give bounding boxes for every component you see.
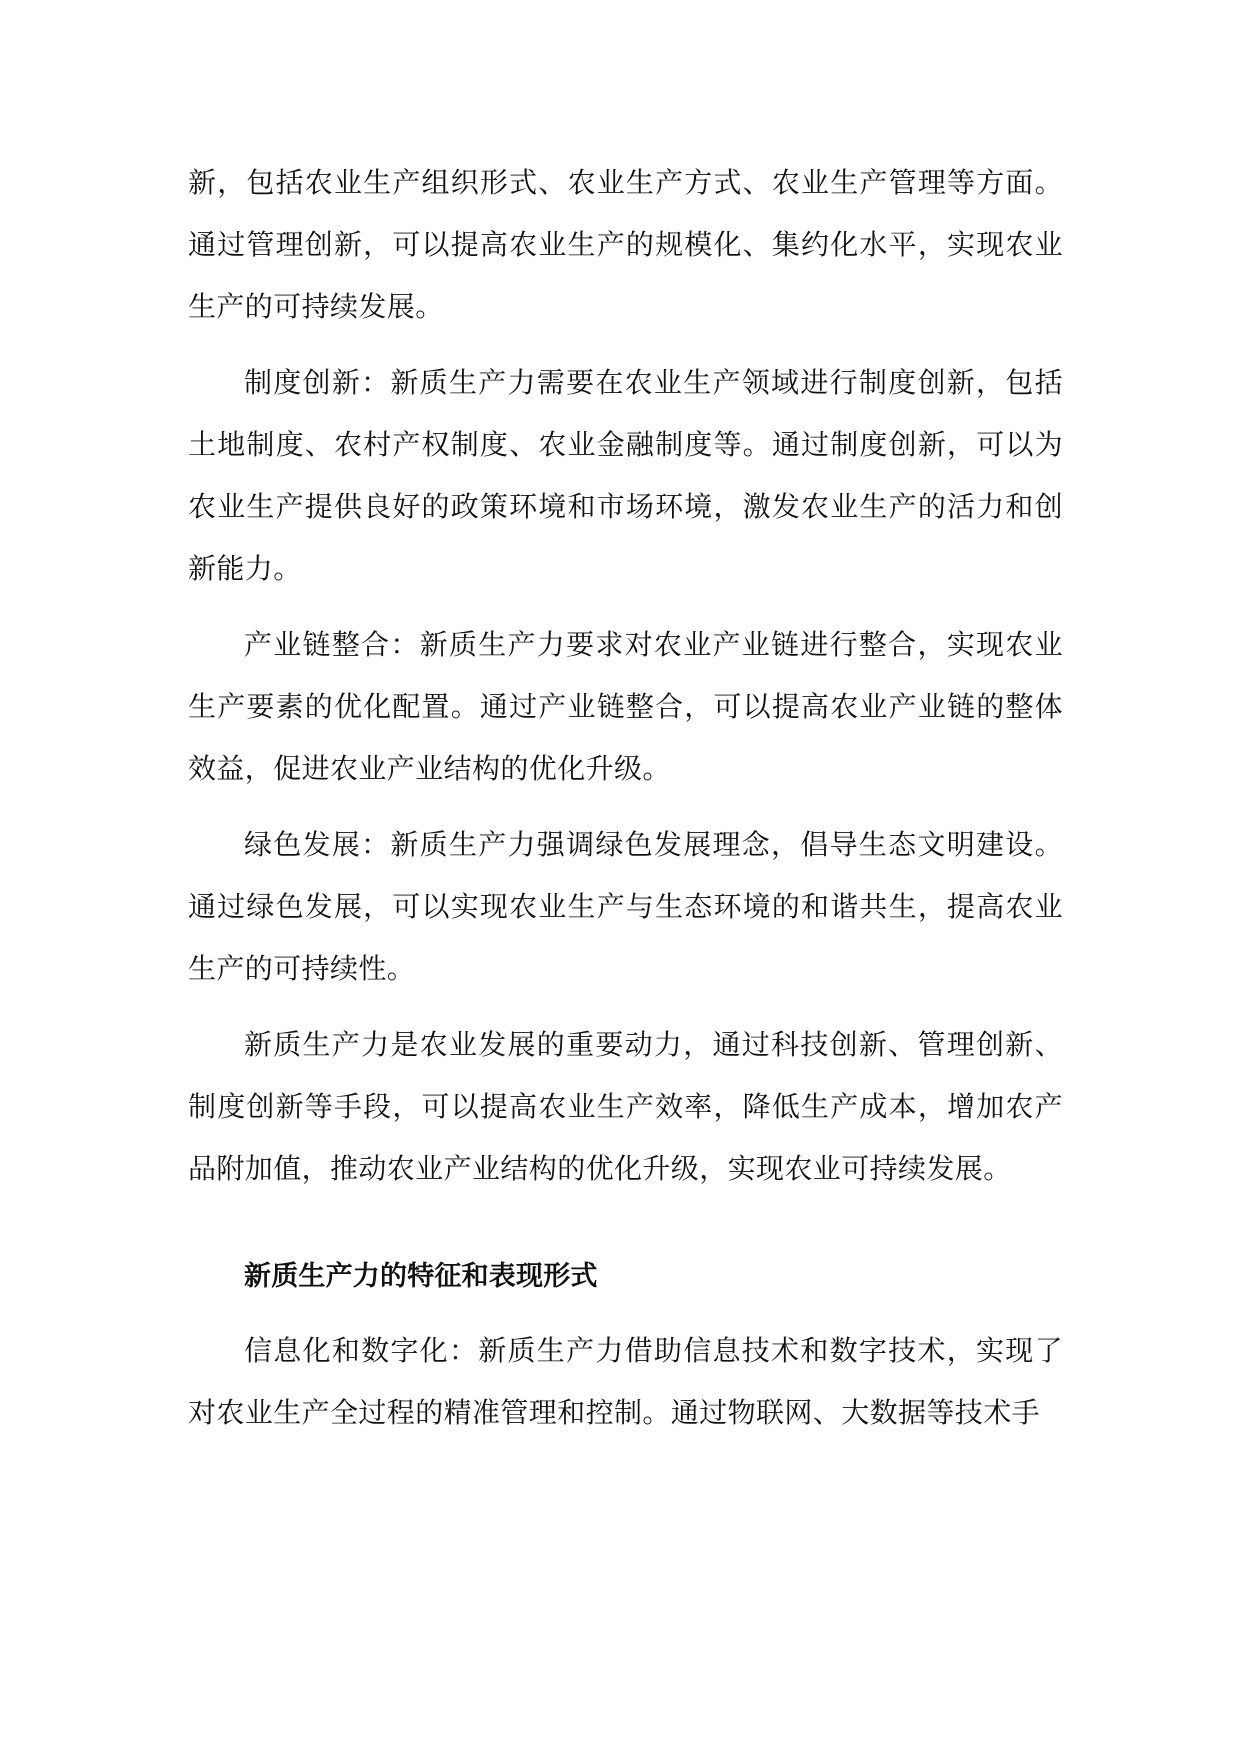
paragraph-summary: 新质生产力是农业发展的重要动力，通过科技创新、管理创新、制度创新等手段，可以提高农业生产效率，降低生产成本，增加农产品附加值，推动农业产业结构的优化升级，实现农业可持续发展。: [188, 1028, 1063, 1185]
document-body: [188, 152, 1063, 1458]
paragraph-industry-chain-integration: 产业链整合：新质生产力要求对农业产业链进行整合，实现农业生产要素的优化配置。通过产业链整合，可以提高农业产业链的整体效益，促进农业产业结构的优化升级。: [188, 628, 1063, 785]
paragraph-management-innovation-continued: 新，包括农业生产组织形式、农业生产方式、农业生产管理等方面。通过管理创新，可以提高农业生产的规模化、集约化水平，实现农业生产的可持续发展。: [188, 166, 1063, 323]
paragraph-informatization-digitization: 信息化和数字化：新质生产力借助信息技术和数字技术，实现了对农业生产全过程的精准管理和控制。通过物联网、大数据等技术手: [188, 1334, 1063, 1429]
paragraph-institutional-innovation: 制度创新：新质生产力需要在农业生产领域进行制度创新，包括土地制度、农村产权制度、农业金融制度等。通过制度创新，可以为农业生产提供良好的政策环境和市场环境，激发农业生产的活力和创新能力。: [188, 366, 1063, 585]
section-heading: 新质生产力的特征和表现形式: [244, 1261, 598, 1292]
paragraph-green-development: 绿色发展：新质生产力强调绿色发展理念，倡导生态文明建设。通过绿色发展，可以实现农业生产与生态环境的和谐共生，提高农业生产的可持续性。: [188, 828, 1063, 985]
